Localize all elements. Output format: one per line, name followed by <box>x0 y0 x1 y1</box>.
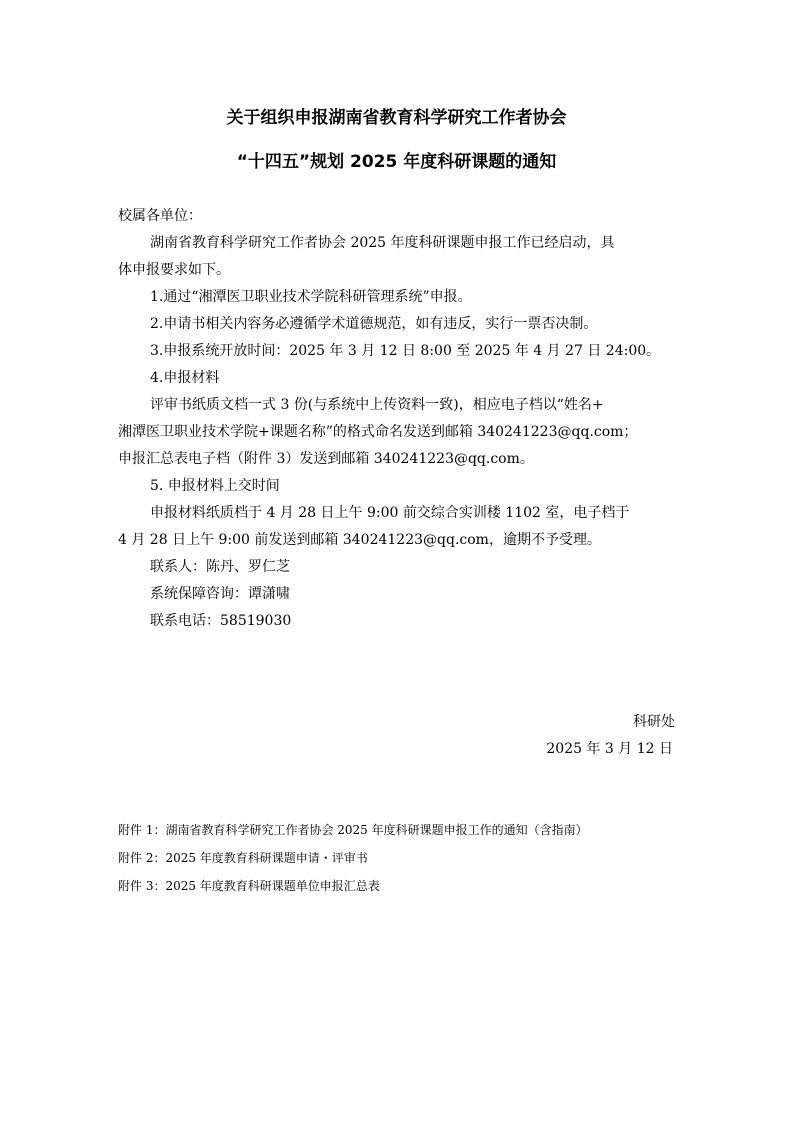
signature-date: 2025 年 3 月 12 日 <box>546 741 673 757</box>
requirement-2: 2.申请书相关内容务必遵循学术道德规范，如有违反，实行一票否决制。 <box>150 316 598 332</box>
requirement-3: 3.申报系统开放时间：2025 年 3 月 12 日 8:00 至 2025 年 4 月 27 日 24:00。 <box>150 343 661 359</box>
document-title-line-1: 关于组织申报湖南省教育科学研究工作者协会 <box>226 108 567 128</box>
requirement-4-line-2: 湘潭医卫职业技术学院+课题名称”的格式命名发送到邮箱 340241223@qq.com； <box>118 424 638 440</box>
attachment-1: 附件 1：湖南省教育科学研究工作者协会 2025 年度科研课题申报工作的通知（含指南） <box>118 823 588 837</box>
attachment-3: 附件 3：2025 年度教育科研课题单位申报汇总表 <box>118 879 380 893</box>
attachment-2: 附件 2：2025 年度教育科研课题申请・评审书 <box>118 851 368 865</box>
contact-phone: 联系电话：58519030 <box>150 613 292 629</box>
salutation: 校属各单位： <box>118 208 202 224</box>
requirement-4-line-3: 申报汇总表电子档（附件 3）发送到邮箱 340241223@qq.com。 <box>118 451 534 467</box>
contact-support: 系统保障咨询：谭潇啸 <box>150 586 290 602</box>
requirement-4-heading: 4.申报材料 <box>150 370 220 386</box>
contact-people: 联系人：陈丹、罗仁芝 <box>150 559 290 575</box>
requirement-1: 1.通过“湘潭医卫职业技术学院科研管理系统”申报。 <box>150 289 472 305</box>
requirement-5-heading: 5. 申报材料上交时间 <box>150 478 280 494</box>
document-title-line-2: “十四五”规划 2025 年度科研课题的通知 <box>236 152 557 172</box>
requirement-4-line-1: 评审书纸质文档一式 3 份(与系统中上传资料一致)，相应电子档以“姓名+ <box>150 397 604 413</box>
requirement-5-line-1: 申报材料纸质档于 4 月 28 日上午 9:00 前交综合实训楼 1102 室，电子档于 <box>150 505 630 521</box>
requirement-5-line-2: 4 月 28 日上午 9:00 前发送到邮箱 340241223@qq.com，逾期不予受理。 <box>118 532 601 548</box>
intro-line-1: 湖南省教育科学研究工作者协会 2025 年度科研课题申报工作已经启动，具 <box>150 235 615 251</box>
signature-office: 科研处 <box>633 714 675 730</box>
intro-line-2: 体申报要求如下。 <box>118 262 230 278</box>
